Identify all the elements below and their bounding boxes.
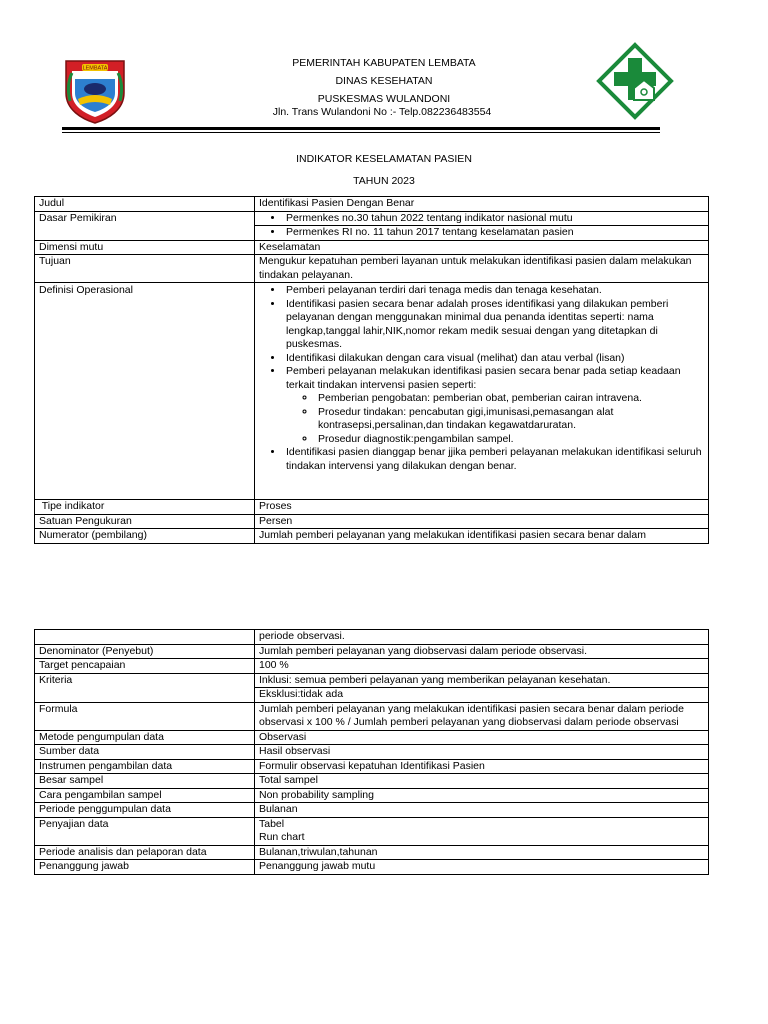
table-row-metode: [35, 730, 709, 745]
definisi-sub-item-3: ◦ Prosedur diagnostik:pengambilan sampel.: [316, 433, 704, 447]
indicator-table-part-2: [34, 629, 709, 875]
definisi-item-4: • Pemberi pelayanan melakukan identifikasi pasien secara benar pada setiap keadaan terkait tindakan intervensi pasien seperti: ◦ Pemberian pengobatan: pemberian obat, pemberian cairan intravena. ◦ Prosedur tindakan: pencabutan gigi,imunisasi,pemasangan alat kontrasepsi,persalinan,dan tindakan kegawatdaruratan. ◦ Prosedur diagnostik:pengambilan sampel.: [284, 365, 704, 446]
indicator-table-part-1: [34, 196, 709, 544]
table-row-tujuan: [35, 255, 709, 283]
value-penyajian-tabel: Tabel: [259, 817, 285, 830]
label-kriteria: Kriteria: [35, 673, 255, 702]
label-numerator: Numerator (pembilang): [35, 529, 255, 544]
value-periode-pengumpulan: Bulanan: [255, 803, 709, 818]
value-penyajian-run-chart: Run chart: [259, 831, 305, 843]
table-row-tipe: [35, 500, 709, 515]
value-penanggung-jawab: Penanggung jawab mutu: [255, 860, 709, 875]
dasar-item-2: • Permenkes RI no. 11 tahun 2017 tentang keselamatan pasien: [284, 226, 704, 240]
table-row-besar-sampel: [35, 774, 709, 789]
header-line-3: PUSKESMAS WULANDONI: [317, 93, 451, 105]
definisi-sub-item-2: ◦ Prosedur tindakan: pencabutan gigi,imunisasi,pemasangan alat kontrasepsi,persalinan,dan tindakan kegawatdaruratan.: [316, 406, 704, 433]
table-row-numerator: [35, 529, 709, 544]
label-target-pencapaian: Target pencapaian: [35, 659, 255, 674]
table-row-dasar-1: [35, 211, 709, 226]
table-row-formula: [35, 702, 709, 730]
label-penanggung-jawab: Penanggung jawab: [35, 860, 255, 875]
label-cara-sampel: Cara pengambilan sampel: [35, 788, 255, 803]
document-title: INDIKATOR KESELAMATAN PASIEN: [296, 153, 472, 165]
table-row-kriteria-1: [35, 673, 709, 688]
table-row-target: [35, 659, 709, 674]
document-year: TAHUN 2023: [353, 175, 415, 187]
value-tujuan: Mengukur kepatuhan pemberi layanan untuk melakukan identifikasi pasien dalam melakukan tindakan pelayanan.: [255, 255, 709, 283]
value-metode-pengumpulan: Observasi: [255, 730, 709, 745]
table-row-penanggung-jawab: [35, 860, 709, 875]
label-definisi-operasional: Definisi Operasional: [35, 283, 255, 500]
value-kriteria-eksklusi: Eksklusi:tidak ada: [255, 688, 709, 703]
table-row-judul: [35, 197, 709, 212]
label-metode-pengumpulan: Metode pengumpulan data: [35, 730, 255, 745]
label-satuan-pengukuran: Satuan Pengukuran: [35, 514, 255, 529]
table-row-satuan: [35, 514, 709, 529]
label-sumber-data: Sumber data: [35, 745, 255, 760]
label-formula: Formula: [35, 702, 255, 730]
value-instrumen: Formulir observasi kepatuhan Identifikasi Pasien: [255, 759, 709, 774]
value-dimensi-mutu: Keselamatan: [255, 240, 709, 255]
label-dimensi-mutu: Dimensi mutu: [35, 240, 255, 255]
label-judul: Judul: [35, 197, 255, 212]
table-row-definisi: [35, 283, 709, 500]
value-satuan-pengukuran: Persen: [255, 514, 709, 529]
label-penyajian-data: Penyajian data: [35, 817, 255, 845]
table-row-analisis: [35, 845, 709, 860]
letterhead-divider-thick: [62, 127, 660, 130]
table-row-numerator-cont: [35, 630, 709, 645]
label-periode-pengumpulan: Periode penggumpulan data: [35, 803, 255, 818]
definisi-item-3: • Identifikasi dilakukan dengan cara visual (melihat) dan atau verbal (lisan): [284, 352, 704, 366]
value-numerator-continued: periode observasi.: [255, 630, 709, 645]
value-cara-sampel: Non probability sampling: [255, 788, 709, 803]
value-sumber-data: Hasil observasi: [255, 745, 709, 760]
lembata-logo-text: LEMBATA: [82, 65, 108, 72]
table-row-periode: [35, 803, 709, 818]
table-row-penyajian: [35, 817, 709, 845]
label-denominator: Denominator (Penyebut): [35, 644, 255, 659]
value-numerator: Jumlah pemberi pelayanan yang melakukan identifikasi pasien secara benar dalam: [255, 529, 709, 544]
value-tipe-indikator: Proses: [255, 500, 709, 515]
value-kriteria-inklusi: Inklusi: semua pemberi pelayanan yang memberikan pelayanan kesehatan.: [255, 673, 709, 688]
value-denominator: Jumlah pemberi pelayanan yang diobservasi dalam periode observasi.: [255, 644, 709, 659]
table-row-denominator: [35, 644, 709, 659]
value-besar-sampel: Total sampel: [255, 774, 709, 789]
value-target-pencapaian: 100 %: [255, 659, 709, 674]
header-line-2: DINAS KESEHATAN: [335, 75, 433, 87]
definisi-item-1: • Pemberi pelayanan terdiri dari tenaga medis dan tenaga kesehatan.: [284, 284, 704, 298]
table-row-instrumen: [35, 759, 709, 774]
value-periode-analisis: Bulanan,triwulan,tahunan: [255, 845, 709, 860]
definisi-sub-item-1: ◦ Pemberian pengobatan: pemberian obat, pemberian cairan intravena.: [316, 392, 704, 406]
puskesmas-logo: [596, 42, 674, 120]
letterhead-divider-thin: [62, 132, 660, 133]
label-besar-sampel: Besar sampel: [35, 774, 255, 789]
table-row-dimensi: [35, 240, 709, 255]
value-judul: Identifikasi Pasien Dengan Benar: [255, 197, 709, 212]
label-tipe-indikator: Tipe indikator: [35, 500, 255, 515]
label-dasar-pemikiran: Dasar Pemikiran: [35, 211, 255, 240]
table-row-cara-sampel: [35, 788, 709, 803]
value-formula: Jumlah pemberi pelayanan yang melakukan identifikasi pasien secara benar dalam periode observasi x 100 % / Jumlah pemberi pelayanan yang diobservasi dalam periode observasi: [255, 702, 709, 730]
label-instrumen: Instrumen pengambilan data: [35, 759, 255, 774]
header-address: Jln. Trans Wulandoni No :- Telp.082236483554: [272, 106, 492, 118]
header-line-1: PEMERINTAH KABUPATEN LEMBATA: [292, 57, 476, 69]
table-row-sumber: [35, 745, 709, 760]
dasar-item-1: • Permenkes no.30 tahun 2022 tentang indikator nasional mutu: [284, 212, 704, 226]
label-tujuan: Tujuan: [35, 255, 255, 283]
definisi-item-2: • Identifikasi pasien secara benar adalah proses identifikasi yang dilakukan pemberi pelayanan dengan menggunakan minimal dua penanda identitas seperti: nama lengkap,tanggal lahir,NIK,nomor rekam medik sesuai dengan yang ditetapkan di puskesmas.: [284, 298, 704, 352]
definisi-item-5: • Identifikasi pasien dianggap benar jjika pemberi pelayanan melakukan identifikasi seluruh tindakan intervensi yang dilakukan dengan benar.: [284, 446, 704, 473]
label-periode-analisis: Periode analisis dan pelaporan data: [35, 845, 255, 860]
